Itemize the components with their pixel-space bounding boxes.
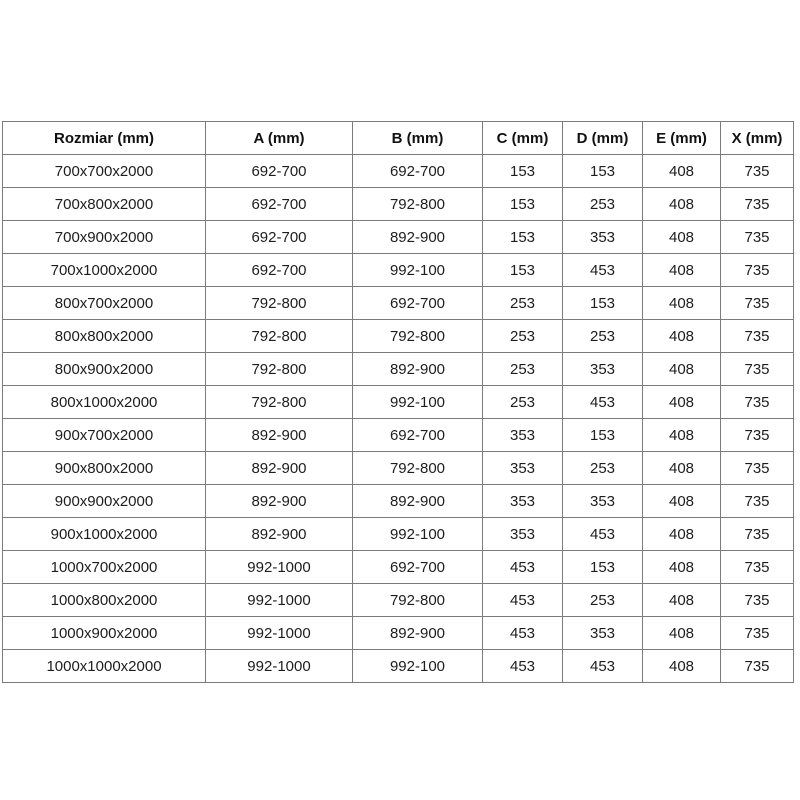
table-cell: 153 [563,551,643,584]
table-cell: 992-100 [353,386,483,419]
table-cell: 735 [721,386,794,419]
table-cell: 692-700 [206,221,353,254]
table-row [3,617,794,650]
table-cell: 892-900 [353,485,483,518]
table-row [3,584,794,617]
table-cell: 992-1000 [206,584,353,617]
table-cell: 408 [643,155,721,188]
table-cell: 692-700 [353,287,483,320]
table-cell: 408 [643,584,721,617]
table-cell: 800x1000x2000 [3,386,206,419]
table-cell: 408 [643,452,721,485]
table-cell: 453 [483,617,563,650]
table-cell: 892-900 [353,353,483,386]
table-cell: 900x800x2000 [3,452,206,485]
table-cell: 700x800x2000 [3,188,206,221]
table-cell: 892-900 [206,485,353,518]
table-cell: 892-900 [353,617,483,650]
table-cell: 735 [721,287,794,320]
table-cell: 1000x800x2000 [3,584,206,617]
table-cell: 453 [563,386,643,419]
table-cell: 735 [721,254,794,287]
table-cell: 353 [563,485,643,518]
table-cell: 408 [643,551,721,584]
table-cell: 792-800 [206,320,353,353]
table-cell: 692-700 [206,155,353,188]
table-cell: 792-800 [206,287,353,320]
table-cell: 353 [483,419,563,452]
column-header: A (mm) [206,122,353,155]
table-cell: 735 [721,221,794,254]
column-header: X (mm) [721,122,794,155]
table-cell: 792-800 [206,353,353,386]
table-cell: 735 [721,617,794,650]
table-cell: 735 [721,419,794,452]
table-cell: 900x1000x2000 [3,518,206,551]
table-cell: 992-100 [353,650,483,683]
table-cell: 153 [563,419,643,452]
table-cell: 253 [563,320,643,353]
table-cell: 408 [643,386,721,419]
table-cell: 153 [483,254,563,287]
table-row [3,485,794,518]
column-header: Rozmiar (mm) [3,122,206,155]
table-cell: 253 [563,452,643,485]
column-header: B (mm) [353,122,483,155]
table-cell: 353 [563,617,643,650]
table-cell: 153 [563,287,643,320]
table-cell: 408 [643,650,721,683]
table-cell: 692-700 [206,254,353,287]
table-cell: 892-900 [206,419,353,452]
table-header [3,122,794,155]
table-cell: 408 [643,485,721,518]
table-cell: 253 [483,320,563,353]
table-row [3,353,794,386]
table-cell: 353 [483,485,563,518]
table-cell: 353 [483,518,563,551]
table-cell: 453 [483,551,563,584]
table-cell: 800x800x2000 [3,320,206,353]
column-header: E (mm) [643,122,721,155]
table-cell: 408 [643,254,721,287]
table-row [3,254,794,287]
table-cell: 353 [483,452,563,485]
table-row [3,221,794,254]
table-row [3,518,794,551]
table-row [3,287,794,320]
table-cell: 253 [483,287,563,320]
table-cell: 700x900x2000 [3,221,206,254]
table-cell: 408 [643,419,721,452]
table-cell: 992-1000 [206,617,353,650]
table-cell: 153 [483,155,563,188]
table-cell: 892-900 [206,518,353,551]
table-row [3,188,794,221]
table-cell: 408 [643,617,721,650]
table-cell: 1000x1000x2000 [3,650,206,683]
table-cell: 692-700 [353,155,483,188]
table-cell: 692-700 [353,551,483,584]
table-cell: 735 [721,155,794,188]
table-cell: 453 [563,518,643,551]
table-cell: 408 [643,221,721,254]
table-row [3,320,794,353]
table-cell: 892-900 [206,452,353,485]
table-cell: 453 [483,584,563,617]
table-row [3,551,794,584]
table-cell: 900x700x2000 [3,419,206,452]
table-cell: 735 [721,584,794,617]
table-cell: 992-100 [353,254,483,287]
table-cell: 992-100 [353,518,483,551]
table-cell: 253 [483,353,563,386]
table-cell: 353 [563,221,643,254]
table-cell: 792-800 [353,188,483,221]
table-cell: 735 [721,320,794,353]
table-cell: 992-1000 [206,650,353,683]
table-row [3,155,794,188]
table-cell: 735 [721,452,794,485]
table-cell: 153 [483,221,563,254]
table-cell: 735 [721,650,794,683]
table-cell: 408 [643,320,721,353]
table-row [3,452,794,485]
table-cell: 792-800 [353,320,483,353]
table-cell: 1000x700x2000 [3,551,206,584]
table-cell: 735 [721,353,794,386]
table-cell: 700x1000x2000 [3,254,206,287]
table-cell: 735 [721,485,794,518]
table-row [3,419,794,452]
table-cell: 800x900x2000 [3,353,206,386]
table-cell: 153 [563,155,643,188]
table-cell: 692-700 [206,188,353,221]
column-header: C (mm) [483,122,563,155]
table-cell: 453 [563,254,643,287]
table-cell: 453 [483,650,563,683]
table-cell: 453 [563,650,643,683]
table-cell: 253 [563,584,643,617]
table-cell: 153 [483,188,563,221]
table-cell: 1000x900x2000 [3,617,206,650]
table-cell: 735 [721,551,794,584]
table-cell: 900x900x2000 [3,485,206,518]
table-cell: 735 [721,518,794,551]
table-cell: 892-900 [353,221,483,254]
table-cell: 408 [643,518,721,551]
table-cell: 692-700 [353,419,483,452]
table-cell: 408 [643,188,721,221]
table-cell: 792-800 [353,584,483,617]
table-body [3,155,794,683]
table-cell: 792-800 [353,452,483,485]
column-header: D (mm) [563,122,643,155]
table-row [3,650,794,683]
table-cell: 735 [721,188,794,221]
dimensions-table [2,121,794,683]
table-cell: 700x700x2000 [3,155,206,188]
table-header-row [3,122,794,155]
table-cell: 253 [483,386,563,419]
table-row [3,386,794,419]
table-cell: 800x700x2000 [3,287,206,320]
table-cell: 408 [643,353,721,386]
table-cell: 408 [643,287,721,320]
table-cell: 792-800 [206,386,353,419]
table-cell: 992-1000 [206,551,353,584]
table-cell: 353 [563,353,643,386]
table-cell: 253 [563,188,643,221]
